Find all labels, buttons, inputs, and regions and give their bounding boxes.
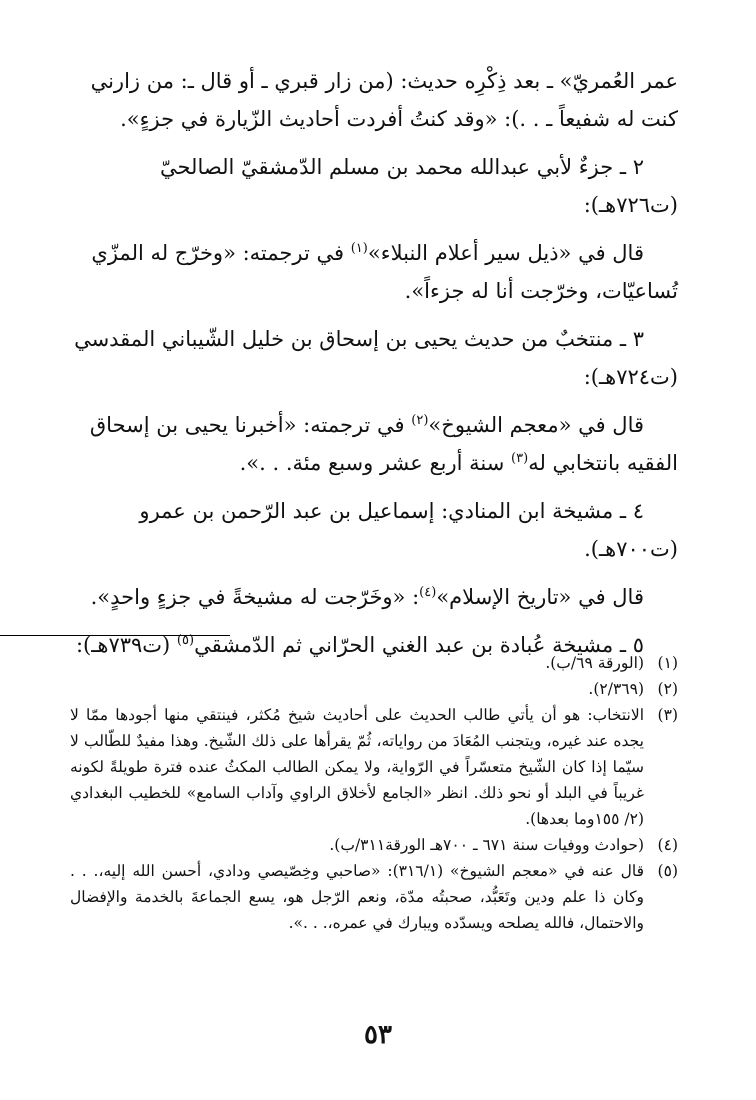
item-2-quote-line-1 bbox=[70, 234, 678, 272]
item-4-quote-source: قال في «تاريخ الإسلام» bbox=[436, 585, 644, 609]
footnote-text: الانتخاب: هو أن يأتي طالب الحديث على أحاديث شيخ مُكثر، فينتقي منها أجودها ممّا لا يجده عند غيره، ويتجنب المُعَادَ من رواياته، ثُمّ يقرأها على ذلك الشّيخ. وهذا مفيدٌ للطّالب لا سيّما إذا كان الشّيخ متعسّراً في الرّواية، ولا يمكن الطالب المكثُ عنده فترة طويلةً لكونه غريباً في البلد أو نحو ذلك. انظر «الجامع لأخلاق الراوي وآداب السامع» للخطيب البغدادي (٢/ ١٥٥وما بعدها). bbox=[70, 706, 644, 828]
footnote-ref-1[interactable]: (١) bbox=[350, 241, 368, 256]
footnote-text: (حوادث ووفيات سنة ٦٧١ ـ ٧٠٠هـ الورقة٣١١/ب). bbox=[329, 836, 644, 854]
item-3-quote-line-2 bbox=[70, 444, 678, 482]
page-number: ٥٣ bbox=[364, 1020, 392, 1050]
footnote-ref-2[interactable]: (٢) bbox=[411, 413, 429, 428]
item-3-quote-source: قال في «معجم الشيوخ» bbox=[428, 413, 644, 437]
footnote-number: (٣) bbox=[657, 706, 678, 724]
item-3-heading bbox=[70, 320, 678, 396]
item-5-death-date: (ت٧٣٩هـ): bbox=[75, 633, 177, 657]
footnote-number: (٥) bbox=[657, 862, 678, 880]
item-2-quote-line-2: تُساعيّات، وخرّجت أنا له جزءاً». bbox=[404, 279, 678, 303]
footnote-ref-3[interactable]: (٣) bbox=[511, 451, 529, 466]
item-2-quote-text: في ترجمته: «وخرّج له المزّي bbox=[91, 241, 351, 265]
item-3-death-date: (ت٧٢٤هـ): bbox=[583, 365, 678, 389]
item-3-quote-text-2: الفقيه بانتخابي له bbox=[528, 451, 678, 475]
footnotes bbox=[70, 650, 678, 936]
footnote-separator bbox=[0, 635, 230, 636]
item-3-quote-text: في ترجمته: «أخبرنا يحيى بن إسحاق bbox=[89, 413, 412, 437]
item-3-title: ٣ ـ منتخبٌ من حديث يحيى بن إسحاق بن خليل الشّيباني المقدسي bbox=[74, 327, 644, 351]
footnote-3 bbox=[70, 702, 678, 832]
footnote-text: قال عنه في «معجم الشيوخ» (٣١٦/١): «صاحبي وخِصّيصي ودادي، أحسن الله إليه،. . . وكان ذا علم ودين وتَعَبُّد، صحبتُه مدّة، ونعم الرّجل هو، يسع الجماعةَ بالخدمة والإفضال والاحتمال، فالله يصلحه ويسدّده ويبارك في عمره،. . .». bbox=[70, 862, 644, 932]
footnote-5 bbox=[70, 858, 678, 936]
item-3-quote-text-3: سنة أربع عشر وسبع مئة. . .». bbox=[239, 451, 512, 475]
item-2-title: ٢ ـ جزءٌ لأبي عبدالله محمد بن مسلم الدّمشقيّ الصالحيّ bbox=[160, 155, 644, 179]
item-3-quote bbox=[70, 406, 678, 482]
footnote-text: (الورقة ٦٩/ب). bbox=[545, 654, 644, 672]
main-text bbox=[70, 62, 678, 674]
item-4-quote-line-1 bbox=[70, 578, 678, 616]
item-5-title-text: ٥ ـ مشيخة عُبادة بن عبد الغني الحرّاني ثم الدّمشقي bbox=[194, 633, 644, 657]
item-2-death-date: (ت٧٢٦هـ): bbox=[583, 193, 678, 217]
paragraph-1-line-2: كنت له شفيعاً ـ . .): «وقد كنتُ أفردت أحاديث الزّيارة في جزءٍ». bbox=[120, 107, 678, 131]
item-4-heading bbox=[70, 492, 678, 568]
footnote-number: (١) bbox=[657, 654, 678, 672]
item-2-quote-source: قال في «ذيل سير أعلام النبلاء» bbox=[367, 241, 644, 265]
paragraph-1 bbox=[70, 62, 678, 138]
item-4-quote-text: : «وخَرّجت له مشيخةً في جزءٍ واحدٍ». bbox=[90, 585, 420, 609]
footnote-ref-4[interactable]: (٤) bbox=[419, 585, 437, 600]
footnote-ref-5[interactable]: (٥) bbox=[176, 633, 195, 648]
item-4-quote bbox=[70, 578, 678, 616]
paragraph-1-line-1: عمر العُمريّ» ـ بعد ذِكْرِه حديث: (من زار قبري ـ أو قال ـ: من زارني bbox=[90, 69, 678, 93]
footnote-2 bbox=[70, 676, 678, 702]
item-4-death-date: (ت٧٠٠هـ). bbox=[584, 537, 678, 561]
footnote-4 bbox=[70, 832, 678, 858]
item-2-heading bbox=[70, 148, 678, 224]
footnote-1 bbox=[70, 650, 678, 676]
item-3-quote-line-1 bbox=[70, 406, 678, 444]
item-2-quote bbox=[70, 234, 678, 310]
footnote-text: (٢/٣٦٩). bbox=[588, 680, 644, 698]
item-4-title: ٤ ـ مشيخة ابن المنادي: إسماعيل بن عبد الرّحمن بن عمرو bbox=[139, 499, 644, 523]
footnote-number: (٢) bbox=[657, 680, 678, 698]
footnote-number: (٤) bbox=[657, 836, 678, 854]
